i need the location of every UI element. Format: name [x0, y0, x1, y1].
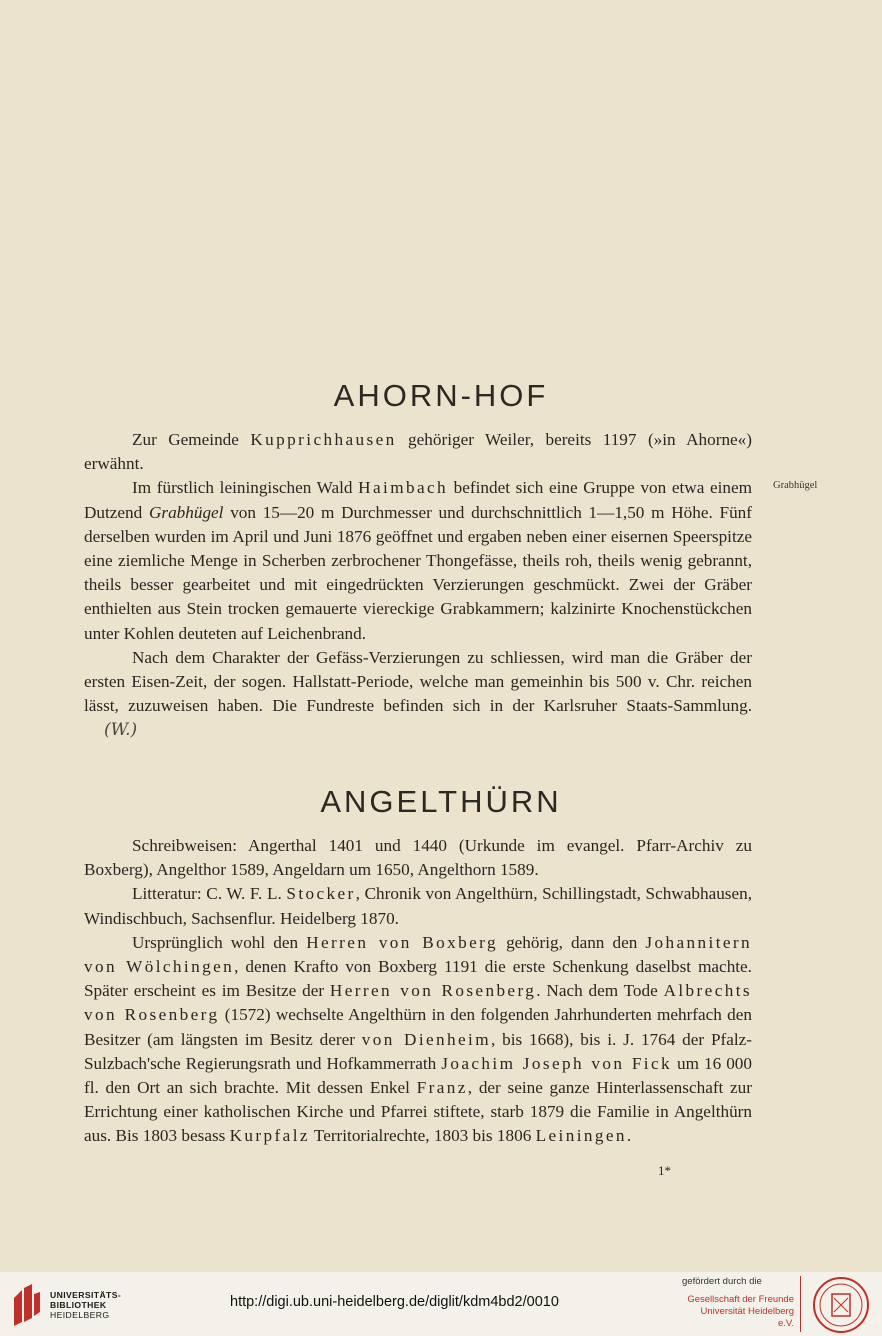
heading-ahorn-hof: AHORN-HOF [333, 378, 549, 413]
permalink-url[interactable]: http://digi.ub.uni-heidelberg.de/diglit/kdm4bd2/0010 [230, 1294, 559, 1310]
sponsor-caption: gefördert durch die [682, 1276, 762, 1287]
footer-bar [0, 1272, 882, 1336]
paragraph-2: Im fürstlich leiningischen Wald Haimbach befindet sich eine Gruppe von etwa einem Dutzend Grabhügel von 15—20 m Durchmesser und durchschnittlich 1—1,50 m Höhe. Fünf derselben wurden im April und Juni 1876 geöffnet und ergaben neben einer eisernen Speerspitze eine ziemliche Menge in Scherben zerbrochener Thongefässe, theils roh, theils wenig gebrannt, theils besser gearbeitet und mit eingedrückten Verzierungen geschmückt. Zwei der Gräber enthielten aus Stein trocken gemauerte viereckige Grabkammern; kalzinirte Knochenstückchen unter Kohlen deuteten auf Leichenbrand. [84, 478, 752, 643]
section-ahorn-hof [84, 428, 752, 743]
paragraph-6: Ursprünglich wohl den Herren von Boxberg gehörig, dann den Johannitern von Wölchingen, denen Krafto von Boxberg 1191 die erste Schenkung daselbst machte. Später erscheint es im Besitze der Herren von Rosenberg. Nach dem Tode Albrechts von Rosenberg (1572) wechselte Angelthürn in den folgenden Jahrhunderten mehrfach den Besitzer (am längsten im Besitz derer von Dienheim, bis 1668), bis i. J. 1764 der Pfalz-Sulzbach'sche Regierungsrath und Hofkammerrath Joachim Joseph von Fick um 16 000 fl. den Ort an sich brachte. Mit dessen Enkel Franz, der seine ganze Hinterlassenschaft zur Errichtung einer katholischen Kirche und Pfarrei stiftete, starb 1879 die Familie in Angelthürn aus. Bis 1803 besass Kurpfalz Territorialrechte, 1803 bis 1806 Leiningen. [84, 932, 753, 1146]
author-initials: (W.) [104, 720, 138, 741]
heading-angelthuern: ANGELTHÜRN [320, 784, 562, 819]
sponsor-name[interactable]: Gesellschaft der Freunde Universität Heidelberg e.V. [687, 1294, 794, 1329]
paragraph-3: Nach dem Charakter der Gefäss-Verzierungen zu schliessen, wird man die Gräber der ersten Eisen-Zeit, der sogen. Hallstatt-Periode, welche man gemeinhin bis 500 v. Chr. reichen lässt, zuzuweisen haben. Die Fundreste befinden sich in der Karlsruher Staats-Sammlung.(W.) [84, 647, 752, 741]
library-name: UNIVERSITÄTS- BIBLIOTHEK HEIDELBERG [50, 1290, 122, 1320]
section-angelthuern [84, 834, 752, 1149]
paragraph-4: Schreibweisen: Angerthal 1401 und 1440 (Urkunde im evangel. Pfarr-Archiv zu Boxberg), Angelthor 1589, Angeldarn um 1650, Angelthorn 1589. [84, 836, 752, 880]
paragraph-1: Zur Gemeinde Kupprichhausen gehöriger Weiler, bereits 1197 (»in Ahorne«) erwähnt. [84, 430, 752, 474]
university-seal-icon[interactable] [812, 1276, 870, 1334]
signature-mark: 1* [658, 1163, 671, 1178]
divider [800, 1276, 801, 1332]
paragraph-5: Litteratur: C. W. F. L. Stocker, Chronik von Angelthürn, Schillingstadt, Schwabhausen, Windischbuch, Sachsenflur. Heidelberg 1870. [84, 884, 752, 928]
margin-note: Grabhügel [773, 480, 818, 491]
ub-logo-icon[interactable] [8, 1282, 44, 1330]
